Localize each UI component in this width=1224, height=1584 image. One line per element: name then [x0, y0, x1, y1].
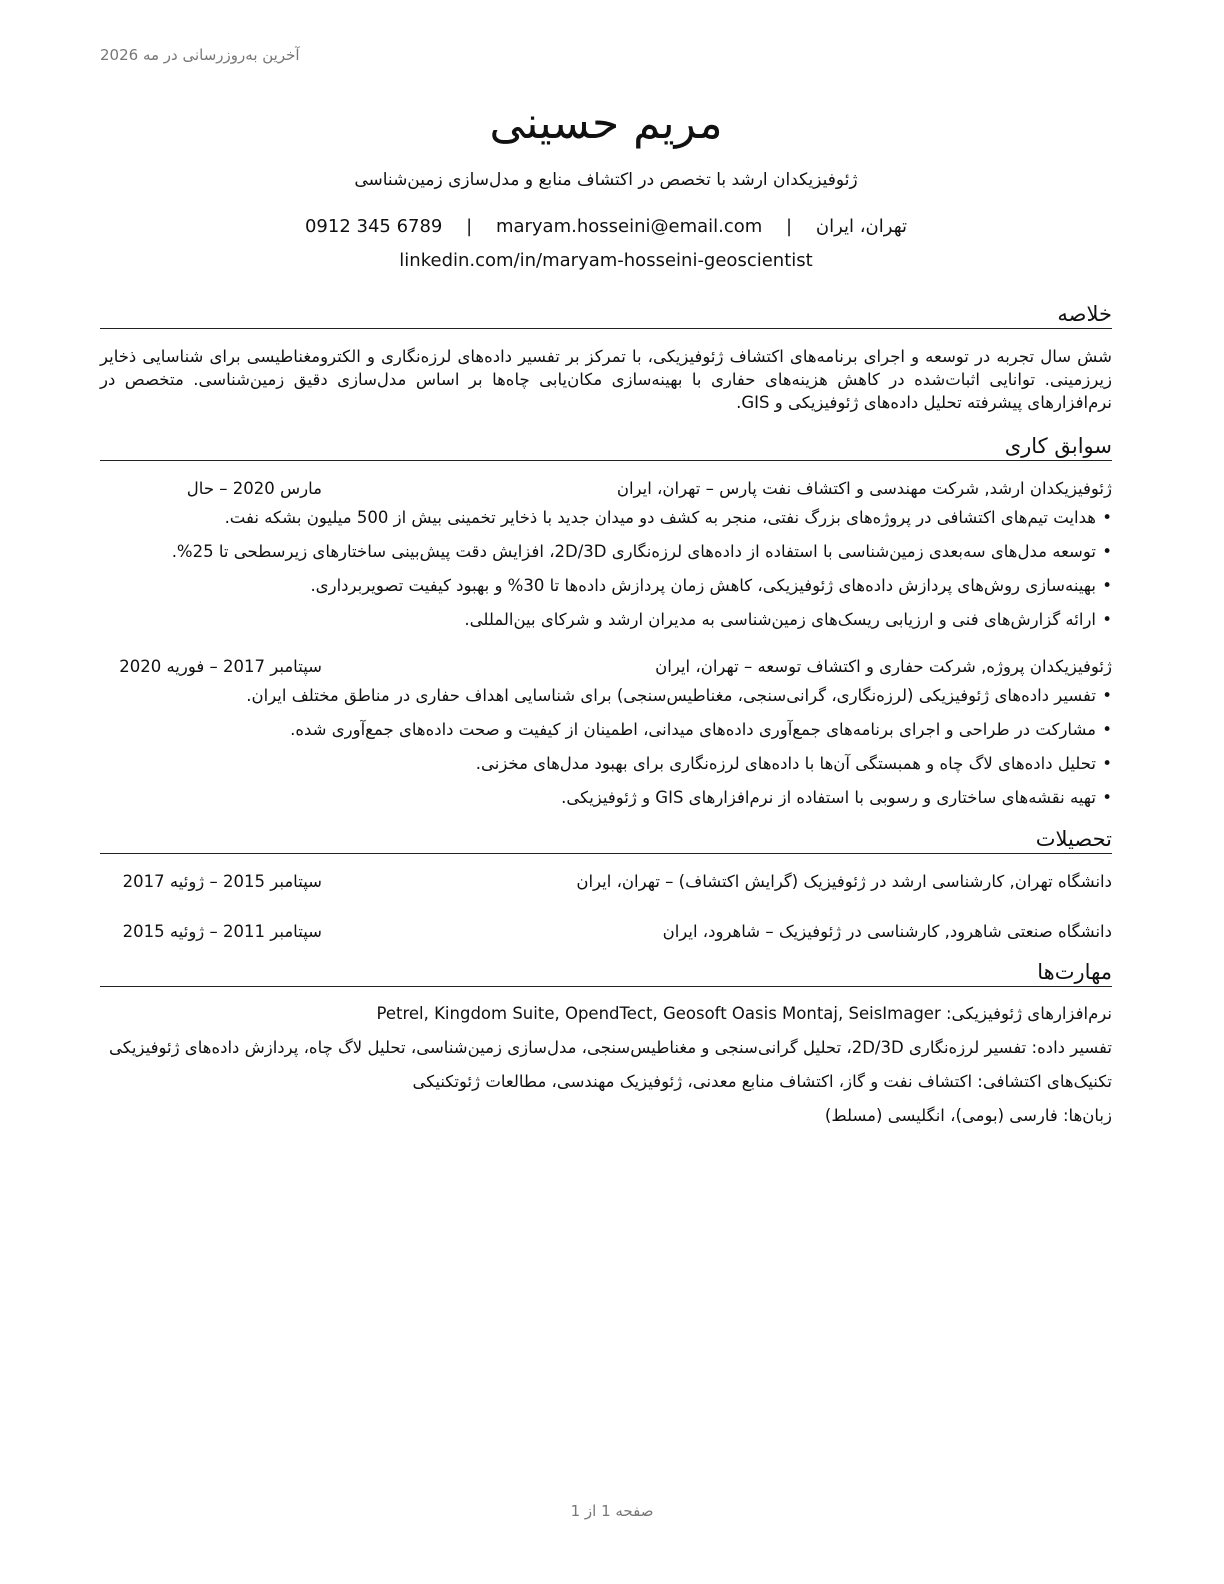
- list-item: [100, 753, 1112, 775]
- list-item: [100, 685, 1112, 707]
- job-bullets: [100, 507, 1112, 631]
- contact-row: [100, 214, 1112, 240]
- education-entry: [100, 870, 1112, 894]
- full-name: مریم حسینی: [489, 98, 723, 149]
- job-bullets: [100, 685, 1112, 809]
- bullet-icon: •: [1102, 720, 1112, 739]
- email-link[interactable]: maryam.hosseini@email.com: [495, 216, 763, 237]
- skill-item: تفسیر داده: تفسیر لرزه‌نگاری 2D/3D، تحلیل گرانی‌سنجی و مغناطیس‌سنجی، مدل‌سازی زمین‌شناسی، تحلیل لاگ چاه، پردازش داده‌های ژئوفیزیکی: [109, 1038, 1112, 1057]
- bullet-icon: •: [1102, 508, 1112, 527]
- job-header: [100, 477, 1112, 501]
- list-item: [100, 787, 1112, 809]
- job-date: مارس 2020 – حال: [186, 479, 322, 498]
- bullet-text: مشارکت در طراحی و اجرای برنامه‌های جمع‌آوری داده‌های میدانی، اطمینان از کیفیت و صحت داده‌های جمع‌آوری شده.: [290, 720, 1096, 739]
- experience-section: [100, 432, 1112, 809]
- job-entry: [100, 477, 1112, 631]
- last-updated: آخرین به‌روزرسانی در مه 2026: [100, 46, 300, 64]
- education-date: سپتامبر 2011 – ژوئیه 2015: [122, 922, 322, 941]
- list-item: [100, 575, 1112, 597]
- contact-separator: |: [786, 216, 793, 237]
- section-title-summary: خلاصه: [100, 300, 1112, 329]
- list-item: [100, 507, 1112, 529]
- bullet-text: توسعه مدل‌های سه‌بعدی زمین‌شناسی با استفاده از داده‌های لرزه‌نگاری 2D/3D، افزایش دقت پیش‌بینی ساختارهای زیرسطحی تا 25%.: [171, 542, 1096, 561]
- skills-section: [100, 958, 1112, 1127]
- bullet-icon: •: [1102, 686, 1112, 705]
- list-item: [100, 541, 1112, 563]
- education-section: [100, 825, 1112, 944]
- section-title-skills: مهارت‌ها: [100, 958, 1112, 987]
- bullet-icon: •: [1102, 754, 1112, 773]
- education-heading: دانشگاه تهران, کارشناسی ارشد در ژئوفیزیک (گرایش اکتشاف) – تهران، ایران: [576, 872, 1112, 891]
- job-heading: ژئوفیزیکدان ارشد, شرکت مهندسی و اکتشاف نفت پارس – تهران، ایران: [616, 479, 1112, 498]
- bullet-text: بهینه‌سازی روش‌های پردازش داده‌های ژئوفیزیکی، کاهش زمان پردازش داده‌ها تا 30% و بهبود کیفیت تصویربرداری.: [310, 576, 1096, 595]
- resume-content: [100, 92, 1112, 1139]
- bullet-text: تهیه نقشه‌های ساختاری و رسوبی با استفاده از نرم‌افزارهای GIS و ژئوفیزیکی.: [561, 788, 1096, 807]
- job-heading: ژئوفیزیکدان پروژه, شرکت حفاری و اکتشاف توسعه – تهران، ایران: [655, 657, 1112, 676]
- bullet-icon: •: [1102, 788, 1112, 807]
- list-item: [100, 719, 1112, 741]
- bullet-text: ارائه گزارش‌های فنی و ارزیابی ریسک‌های زمین‌شناسی به مدیران ارشد و شرکای بین‌المللی.: [464, 610, 1096, 629]
- bullet-text: تفسیر داده‌های ژئوفیزیکی (لرزه‌نگاری، گرانی‌سنجی، مغناطیس‌سنجی) برای شناسایی اهداف حفاری در مناطق مختلف ایران.: [246, 686, 1096, 705]
- bullet-icon: •: [1102, 610, 1112, 629]
- summary-section: [100, 300, 1112, 414]
- job-header: [100, 655, 1112, 679]
- job-entry: [100, 655, 1112, 809]
- bullet-text: تحلیل داده‌های لاگ چاه و همبستگی آن‌ها با داده‌های لرزه‌نگاری برای بهبود مدل‌های مخزنی.: [475, 754, 1096, 773]
- location: تهران، ایران: [815, 216, 908, 237]
- skills-list: [100, 1003, 1112, 1127]
- list-item: [100, 609, 1112, 631]
- phone-number: 0912 345 6789: [304, 216, 443, 237]
- education-heading: دانشگاه صنعتی شاهرود, کارشناسی در ژئوفیزیک – شاهرود، ایران: [662, 922, 1112, 941]
- section-title-experience: سوابق کاری: [100, 432, 1112, 461]
- job-date: سپتامبر 2017 – فوریه 2020: [119, 657, 322, 676]
- linkedin-link[interactable]: linkedin.com/in/maryam-hosseini-geoscientist: [399, 250, 813, 271]
- education-date: سپتامبر 2015 – ژوئیه 2017: [122, 872, 322, 891]
- section-title-education: تحصیلات: [100, 825, 1112, 854]
- bullet-icon: •: [1102, 576, 1112, 595]
- bullet-icon: •: [1102, 542, 1112, 561]
- summary-text: شش سال تجربه در توسعه و اجرای برنامه‌های اکتشاف ژئوفیزیکی، با تمرکز بر تفسیر داده‌های لرزه‌نگاری و الکترومغناطیسی برای شناسایی ذخایر زیرزمینی. توانایی اثبات‌شده در کاهش هزینه‌های حفاری با بهینه‌سازی مکان‌یابی چاه‌ها بر اساس مدل‌سازی دقیق زمین‌شناسی. متخصص در نرم‌افزارهای پیشرفته تحلیل داده‌های ژئوفیزیکی و GIS.: [100, 347, 1112, 412]
- page-number: صفحه 1 از 1: [570, 1502, 654, 1520]
- bullet-text: هدایت تیم‌های اکتشافی در پروژه‌های بزرگ نفتی، منجر به کشف دو میدان جدید با ذخایر تخمینی بیش از 500 میلیون بشکه نفت.: [224, 508, 1096, 527]
- skill-item: تکنیک‌های اکتشافی: اکتشاف نفت و گاز، اکتشاف منابع معدنی، ژئوفیزیک مهندسی، مطالعات ژئوتکنیکی: [412, 1072, 1112, 1091]
- contact-separator: |: [466, 216, 473, 237]
- skill-item: زبان‌ها: فارسی (بومی)، انگلیسی (مسلط): [824, 1106, 1112, 1125]
- education-entry: [100, 920, 1112, 944]
- headline: ژئوفیزیکدان ارشد با تخصص در اکتشاف منابع و مدل‌سازی زمین‌شناسی: [354, 170, 858, 190]
- skill-item: نرم‌افزارهای ژئوفیزیکی: Petrel, Kingdom Suite, OpendTect, Geosoft Oasis Montaj, SeisImager: [376, 1004, 1112, 1023]
